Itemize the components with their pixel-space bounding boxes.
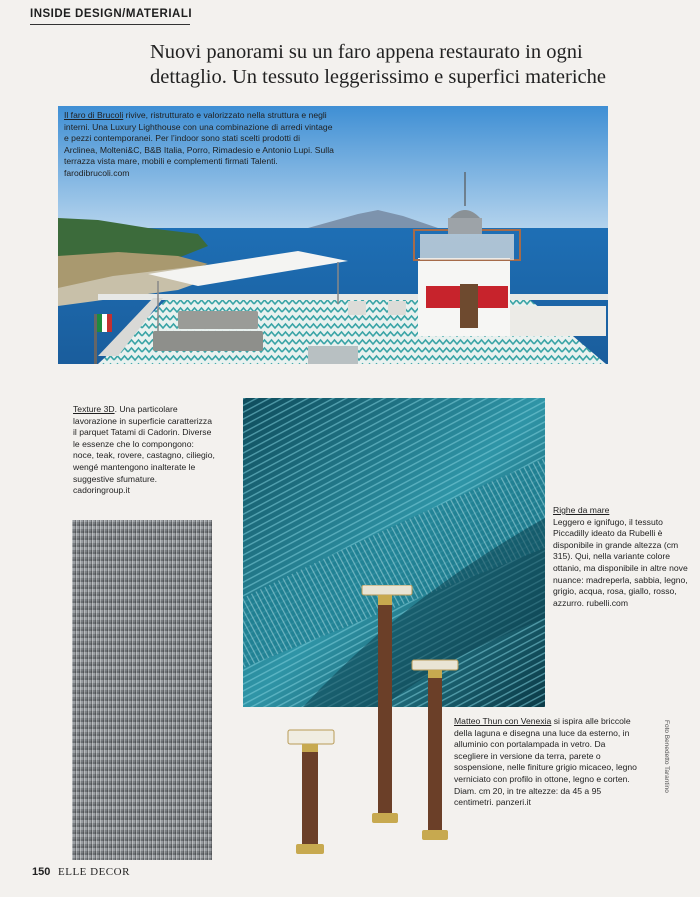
hero-caption-body: rivive, ristrutturato e valorizzato nella struttura e negli interni. Una Luxury Lighthouse con una combinazione di arredi vintage e pezzi contemporanei. Per l’indoor sono stati scelti prodotti di Arclinea, Molteni&C, B&B Italia, Porro, Rimadesio e Antonio Lupi. Sulla terrazza vista mare, mobili e complementi firmati Talenti. farodibrucoli.com	[64, 110, 334, 178]
page-number: 150	[32, 866, 51, 878]
parquet-texture-photo	[72, 520, 212, 860]
headline: Nuovi panorami su un faro appena restaurato in ogni dettaglio. Un tessuto leggerissimo e superfici materiche	[150, 41, 606, 88]
publication-name: ELLE DECOR	[58, 866, 130, 878]
venexia-lamps-photo	[280, 585, 480, 860]
section-rule	[30, 24, 190, 25]
fabric-caption-title: Righe da mare	[553, 505, 610, 515]
lighthouse-photo	[58, 106, 608, 364]
lamp-caption-title: Matteo Thun con Venexia	[454, 716, 552, 726]
texture-caption	[73, 404, 215, 497]
texture-caption-title: Texture 3D	[73, 404, 115, 414]
hero-caption	[64, 110, 334, 180]
texture-caption-body: . Una particolare lavorazione in superficie caratterizza il parquet Tatami di Cadorin. Diverse le essenze che lo compongono: noce, teak, rovere, castagno, ciliegio, wengé mantengono inalterate le suggestive sfumature. cadoringroup.it	[73, 404, 215, 496]
photo-credit: Foto Benedetto Tarantino	[663, 720, 670, 793]
fabric-caption-body: Leggero e ignifugo, il tessuto Piccadilly ideato da Rubelli è disponibile in grande altezza (cm 315). Qui, nella variante colore ottanio, ma disponibile in altre nove nuance: madreperla, sabbia, legno, grigio, acqua, rosa, giallo, rosso, azzurro. rubelli.com	[553, 516, 688, 608]
lamp-caption	[454, 716, 640, 809]
hero-caption-title: Il faro di Brucoli	[64, 110, 124, 120]
section-label: INSIDE DESIGN/MATERIALI	[30, 8, 193, 20]
lamp-caption-body: si ispira alle briccole della laguna e disegna una luce da esterno, in alluminio con portalampada in vetro. Da scegliere in versione da terra, parete o sospensione, nelle finiture grigio micaceo, legno verniciato con profilo in ottone, legno e corten. Diam. cm 20, in tre altezze: da 45 a 95 centimetri. panzeri.it	[454, 716, 637, 808]
fabric-caption	[553, 505, 689, 609]
